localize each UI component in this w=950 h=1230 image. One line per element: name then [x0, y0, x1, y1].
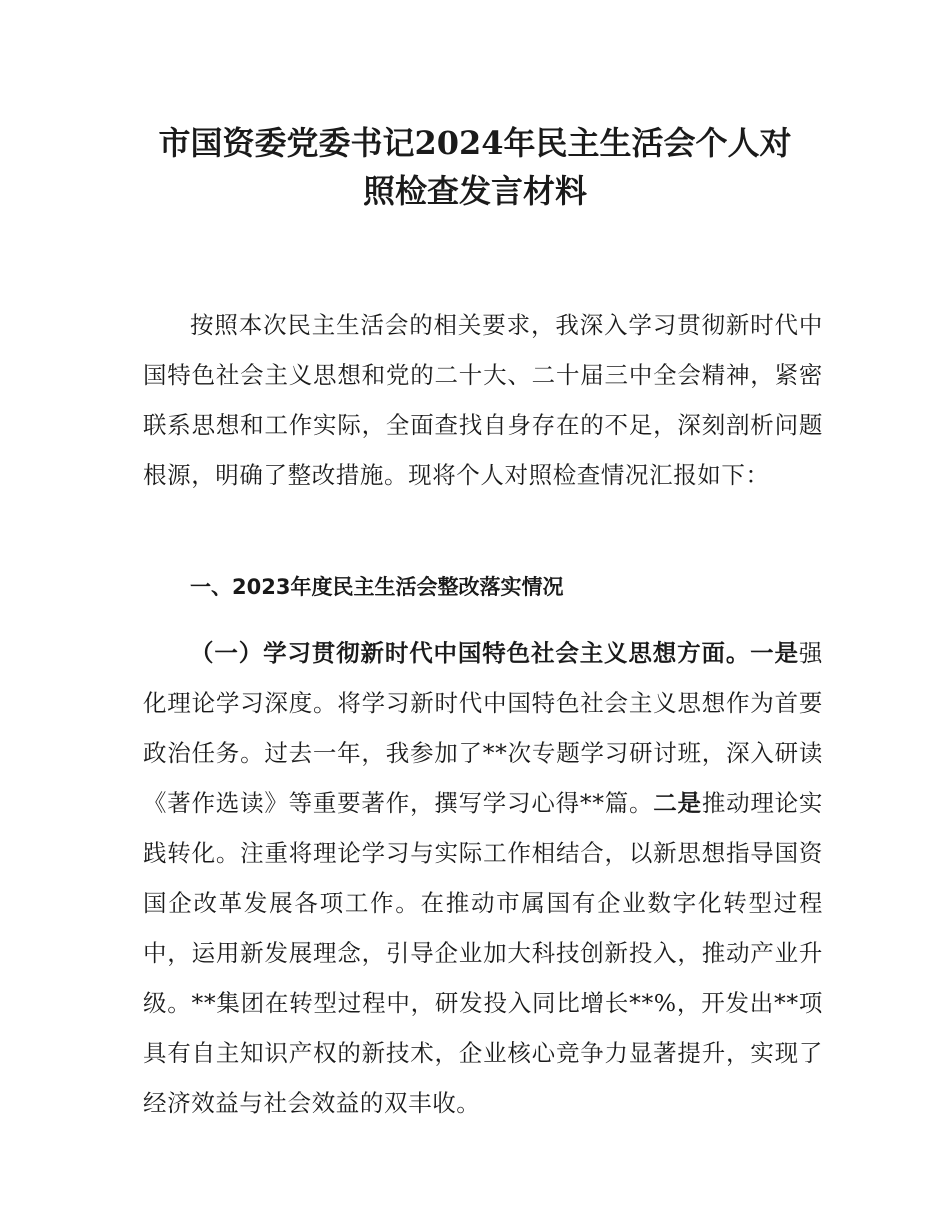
document-title-line1: 市国资委党委书记2024年民主生活会个人对 — [158, 124, 792, 162]
subsection-1-bold-b: 二是 — [653, 789, 702, 817]
subsection-1-text-a: 强化理论学习深度。将学习新时代中国特色社会主义思想作为首要政治任务。过去一年，我参加了**次专题学习研讨班，深入研读《著作选读》等重要著作，撰写学习心得**篇。 — [143, 639, 823, 817]
intro-paragraph: 按照本次民主生活会的相关要求，我深入学习贯彻新时代中国特色社会主义思想和党的二十大、二十届三中全会精神，紧密联系思想和工作实际，全面查找自身存在的不足，深刻剖析问题根源，明确了整改措施。现将个人对照检查情况汇报如下： — [143, 311, 823, 489]
subsection-1-lead: （一）学习贯彻新时代中国特色社会主义思想方面。一是 — [190, 639, 799, 667]
subsection-1-paragraph — [143, 628, 823, 1128]
subsection-1-text-b: 推动理论实践转化。注重将理论学习与实际工作相结合，以新思想指导国资国企改革发展各项工作。在推动市属国有企业数字化转型过程中，运用新发展理念，引导企业加大科技创新投入，推动产业升级。**集团在转型过程中，研发投入同比增长**%，开发出**项具有自主知识产权的新技术，企业核心竞争力显著提升，实现了经济效益与社会效益的双丰收。 — [143, 789, 824, 1117]
section-heading-1: 一、2023年度民主生活会整改落实情况 — [190, 575, 564, 599]
document-title-line2: 照检查发言材料 — [362, 172, 587, 210]
